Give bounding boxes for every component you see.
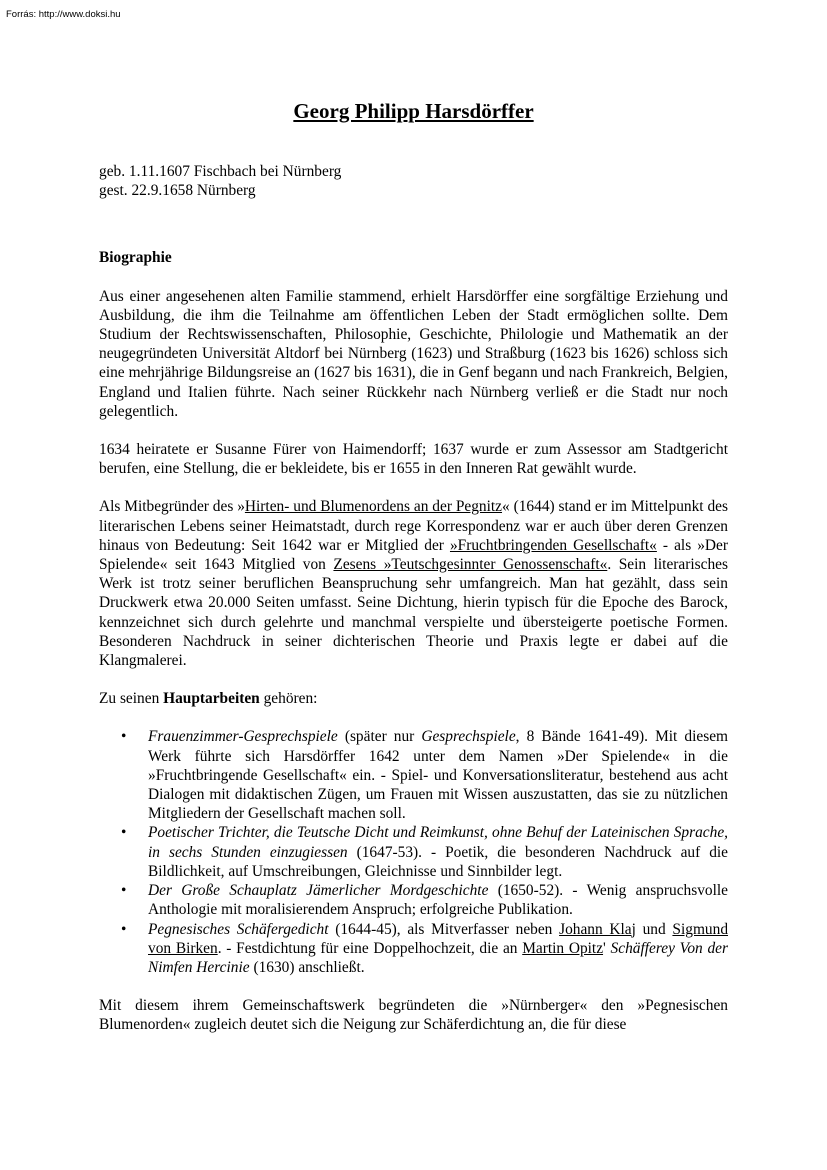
work-title: Schäfferey Von der Nimfen Hercinie xyxy=(148,939,728,976)
text: Zu seinen xyxy=(99,690,164,708)
list-item xyxy=(121,727,728,823)
work-title: Pegnesisches Schäfergedicht xyxy=(148,920,329,938)
list-item xyxy=(121,881,728,919)
bold-text: Hauptarbeiten xyxy=(163,690,260,708)
text: und xyxy=(635,920,673,938)
text: . Sein literarisches Werk ist trotz seiner beruflichen Beanspruchung sehr umfangreich. Man hat gezählt, dass sein Druckwerk etwa 20.000 Seiten umfasst. Seine Dichtung, hierin typisch für die Epoche des Barock, kennzeichnet sich durch gelehrte und manchmal verspielte und übersteigerte poetische Formen. Besonderen Nachdruck in seiner dichterischen Theorie und Praxis legte er dabei auf die Klangmalerei. xyxy=(99,556,728,670)
text: - als »Der Spielende« seit 1643 Mitglied von xyxy=(99,536,728,574)
text: Als Mitbegründer des » xyxy=(99,498,245,516)
document-body xyxy=(99,162,728,1035)
text: (1630) anschließt. xyxy=(249,958,365,976)
work-title: Poetischer Trichter, die Teutsche Dicht und Reimkunst, ohne Behuf der Lateinischen Sprache, in sechs Stunden einzugiessen xyxy=(148,824,728,861)
work-title: Frauenzimmer-Gesprechspiele xyxy=(148,728,338,746)
work-title: Gesprechspiele xyxy=(421,728,516,746)
link-zesen-genossenschaft[interactable]: Zesens »Teutschgesinnter Genossenschaft« xyxy=(333,556,608,574)
text: ' xyxy=(603,939,611,957)
link-sigmund-von-birken[interactable]: Sigmund von Birken xyxy=(148,920,729,957)
text: « (1644) stand er im Mittelpunkt des literarischen Lebens seiner Heimatstadt, durch rege Korrespondenz war er auch über deren Grenzen hinaus von Bedeutung: Seit 1642 war er Mitglied der xyxy=(99,498,728,554)
section-heading: Biographie xyxy=(99,249,172,267)
list-item xyxy=(121,920,729,978)
paragraph-closing: Mit diesem ihrem Gemeinschaftswerk begründeten die »Nürnberger« den »Pegnesischen Blumenorden« zugleich deutet sich die Neigung zur Schäferdichtung an, die für diese xyxy=(99,997,728,1034)
bullet-icon: • xyxy=(121,824,127,842)
link-martin-opitz[interactable]: Martin Opitz xyxy=(522,939,604,957)
death-date: gest. 22.9.1658 Nürnberg xyxy=(99,182,256,200)
link-pegnitz-order[interactable]: Hirten- und Blumenordens an der Pegnitz xyxy=(244,498,503,516)
text: , 8 Bände 1641-49). Mit diesem Werk führte sich Harsdörffer 1642 unter dem Namen »Der Spielende« in die »Fruchtbringende Gesellschaft« ein. - Spiel- und Konversationsliteratur, bestehend aus acht Dialogen mit didaktischen Zügen, um Frauen mit Wissen auszustatten, das sie zu nützlichen Mitgliedern der Gesellschaft machen soll. xyxy=(148,728,728,823)
text: (später nur xyxy=(337,728,422,746)
text: (1647-53). - Poetik, die besonderen Nachdruck auf die Bildlichkeit, auf Umschreibungen, Gleichnisse und Sinnbilder legt. xyxy=(148,843,728,880)
bullet-icon: • xyxy=(121,882,127,900)
text: gehören: xyxy=(259,690,318,708)
link-johann-klaj[interactable]: Johann Klaj xyxy=(559,920,636,938)
life-dates xyxy=(99,162,728,200)
text: (1644-45), als Mitverfasser neben xyxy=(328,920,560,938)
works-list xyxy=(99,727,728,977)
paragraph-literary-life xyxy=(99,497,728,670)
text: (1650-52). - Wenig anspruchsvolle Anthologie mit moralisierendem Anspruch; erfolgreiche Publikation. xyxy=(148,882,728,919)
paragraph-education: Aus einer angesehenen alten Familie stammend, erhielt Harsdörffer eine sorgfältige Erziehung und Ausbildung, die ihm die Teilnahme am öffentlichen Leben der Stadt ermöglichen sollte. Dem Studium der Rechtswissenschaften, Philosophie, Geschichte, Philologie und Mathematik an der neugegründeten Universität Altdorf bei Nürnberg (1623) und Straßburg (1623 bis 1626) schloss sich eine mehrjährige Bildungsreise an (1627 bis 1631), die in Genf begann und nach Frankreich, Belgien, England und Italien führte. Nach seiner Rückkehr nach Nürnberg verließ er die Stadt nur noch gelegentlich. xyxy=(99,287,728,420)
bullet-icon: • xyxy=(121,728,127,746)
text: . - Festdichtung für eine Doppelhochzeit, die an xyxy=(217,939,523,957)
bullet-icon: • xyxy=(121,920,127,938)
link-fruchtbringende-gesellschaft[interactable]: »Fruchtbringenden Gesellschaft« xyxy=(449,536,657,554)
birth-date: geb. 1.11.1607 Fischbach bei Nürnberg xyxy=(99,163,342,180)
list-item xyxy=(121,823,728,881)
paragraph-career: 1634 heiratete er Susanne Fürer von Haimendorff; 1637 wurde er zum Assessor am Stadtgericht berufen, eine Stellung, die er bekleidete, bis er 1655 in den Inneren Rat gewählt wurde. xyxy=(99,441,728,478)
paragraph-main-works-intro xyxy=(99,689,728,708)
page-title: Georg Philipp Harsdörffer xyxy=(293,99,534,123)
work-title: Der Große Schauplatz Jämerlicher Mordgeschichte xyxy=(148,882,489,900)
source-header: Forrás: http://www.doksi.hu xyxy=(6,9,121,20)
